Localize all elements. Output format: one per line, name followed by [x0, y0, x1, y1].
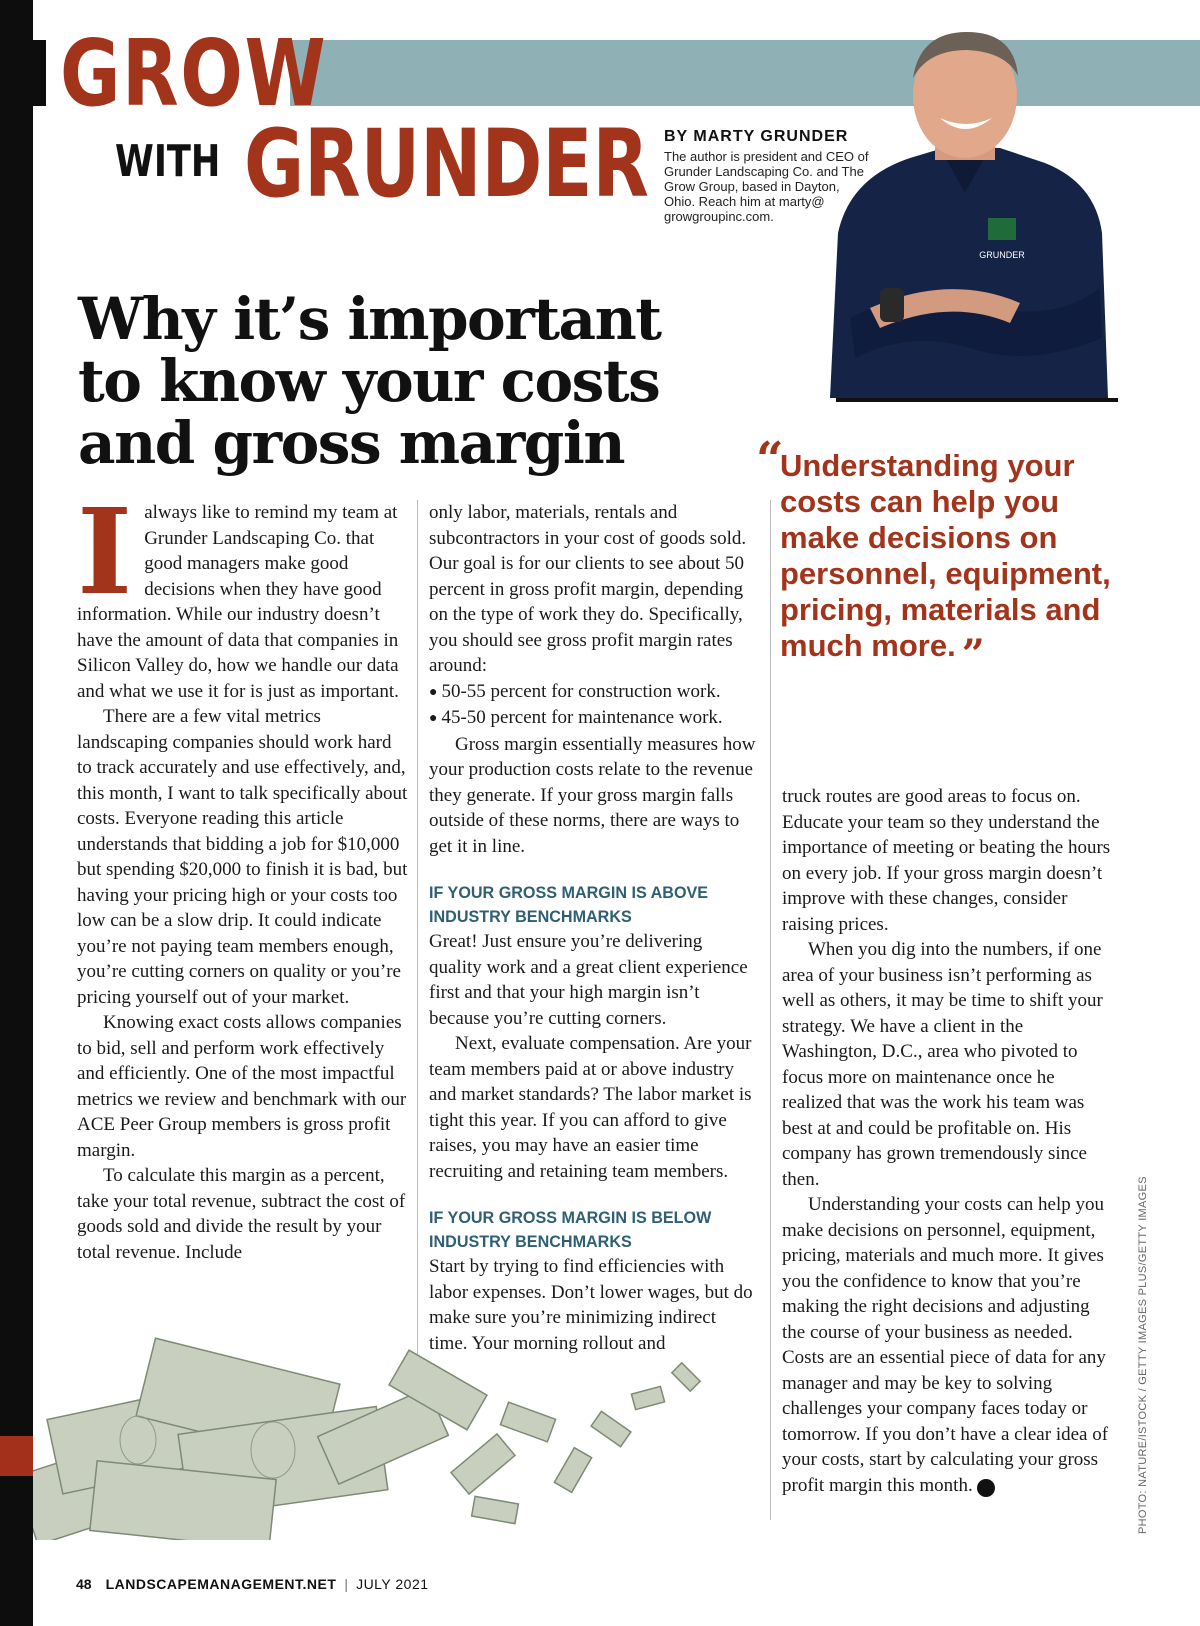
footer-site: LANDSCAPEMANAGEMENT.NET	[105, 1576, 337, 1592]
paragraph-text: Understanding your costs can help you make decisions on personnel, equipment, pricing, materials and much more. It gives you the confidence to know that you’re making the right decisions and adjusting the course of your business as needed. Costs are an essential piece of data for any manager and may be key to solving challenges your company faces today or tomorrow. If you don’t have a clear idea of your costs, start by calculating your gross profit margin this month.	[782, 1194, 1109, 1496]
footer-separator: |	[344, 1576, 349, 1592]
article-paragraph: only labor, materials, rentals and subcontractors in your cost of goods sold. Our goal is for our clients to see about 50 percent in gross profit margin, depending on the type of work they do. Specifically, you should see gross profit margin rates around:	[429, 502, 747, 676]
portrait-rule	[836, 398, 1118, 402]
article-paragraph	[77, 482, 409, 704]
article-paragraph: Start by trying to find efficiencies with labor expenses. Don’t lower wages, but do make sure you’re minimizing indirect time. Your morning rollout and	[429, 1256, 753, 1354]
left-edge-red-marker	[0, 1436, 33, 1476]
end-mark-icon: LM	[977, 1479, 995, 1497]
article-paragraph: Gross margin essentially measures how your production costs relate to the revenue they generate. If your gross margin falls outside of these norms, there are ways to get it in line.	[429, 733, 756, 857]
article-paragraph	[782, 1192, 1112, 1498]
article-paragraph: Next, evaluate compensation. Are your team members paid at or above industry and market standards? The labor market is tight this year. If you can afford to give raises, you may have an easier time recruiting and retaining team members.	[429, 1033, 752, 1182]
article-paragraph: To calculate this margin as a percent, take your total revenue, subtract the cost of goods sold and divide the result by your total revenue. Include	[77, 1165, 406, 1263]
article-column-3	[782, 784, 1112, 1498]
list-item: ● 45-50 percent for maintenance work.	[429, 705, 759, 732]
author-portrait	[810, 18, 1120, 398]
svg-text:GRUNDER: GRUNDER	[979, 250, 1025, 260]
paragraph-text: always like to remind my team at Grunder Landscaping Co. that good managers make good decisions when they have good information. While our industry doesn’t have the amount of data that companies in Silicon Valley do, how we handle our data and what we use it for is just as important.	[77, 502, 399, 702]
article-column-1	[77, 482, 409, 1265]
photo-credit: PHOTO: NATURE/ISTOCK / GETTY IMAGES PLUS/GETTY IMAGES	[1137, 1176, 1149, 1534]
column-divider	[770, 500, 771, 1520]
left-edge-tab	[0, 40, 46, 106]
page-number: 48	[76, 1576, 92, 1592]
subhead-below-benchmarks: IF YOUR GROSS MARGIN IS BELOW INDUSTRY BENCHMARKS	[429, 1208, 712, 1251]
author-bio: The author is president and CEO of Grunder Landscaping Co. and The Grow Group, based in Dayton, Ohio. Reach him at marty@ growgroupinc.com.	[664, 149, 869, 224]
margin-rate-list	[429, 679, 759, 732]
left-edge-bar	[0, 0, 33, 1626]
column-divider	[417, 500, 418, 1400]
open-quote-glyph: “	[756, 432, 784, 488]
close-quote-glyph: ”	[961, 631, 985, 678]
article-paragraph: Great! Just ensure you’re delivering quality work and a great client experience first and that your high margin isn’t because you’re cutting corners.	[429, 931, 748, 1029]
logo-grunder: GRUNDER	[244, 110, 649, 219]
logo-grow: GROW	[60, 20, 328, 127]
pull-quote-text: Understanding your costs can help you make decisions on personnel, equipment, pricing, materials and much more.	[780, 448, 1111, 663]
headline: Why it’s important to know your costs and gross margin	[78, 285, 661, 477]
logo-with: WITH	[115, 136, 221, 187]
list-item: ● 50-55 percent for construction work.	[429, 679, 759, 706]
page-footer	[76, 1576, 429, 1592]
money-illustration	[33, 1300, 753, 1540]
pull-quote	[756, 432, 1140, 678]
subhead-above-benchmarks: IF YOUR GROSS MARGIN IS ABOVE INDUSTRY BENCHMARKS	[429, 883, 709, 926]
article-paragraph: There are a few vital metrics landscaping companies should work hard to track accurately and use effectively, and, this month, I want to talk specifically about costs. Everyone reading this article understands that bidding a job for $10,000 but spending $20,000 to finish it is bad, but having your pricing high or your costs too low can be a slow drip. It could indicate you’re not paying team members enough, you’re cutting corners on quality or you’re pricing yourself out of your market.	[77, 706, 408, 1008]
article-paragraph: truck routes are good areas to focus on. Educate your team so they understand the importance of meeting or beating the hours on every job. If your gross margin doesn’t improve with these changes, consider raising prices.	[782, 786, 1111, 935]
article-paragraph: Knowing exact costs allows companies to bid, sell and perform work effectively and efficiently. One of the most impactful metrics we review and benchmark with our ACE Peer Group members is gross profit margin.	[77, 1012, 407, 1161]
article-column-2	[429, 500, 759, 1356]
drop-cap: I	[77, 482, 133, 621]
article-paragraph: When you dig into the numbers, if one area of your business isn’t performing as well as others, it may be time to shift your strategy. We have a client in the Washington, D.C., area who pivoted to focus more on maintenance once he realized that was the work his team was best at and could be profitable on. His company has grown tremendously since then.	[782, 939, 1103, 1190]
footer-date: JULY 2021	[356, 1576, 429, 1592]
author-name: BY MARTY GRUNDER	[664, 128, 849, 145]
